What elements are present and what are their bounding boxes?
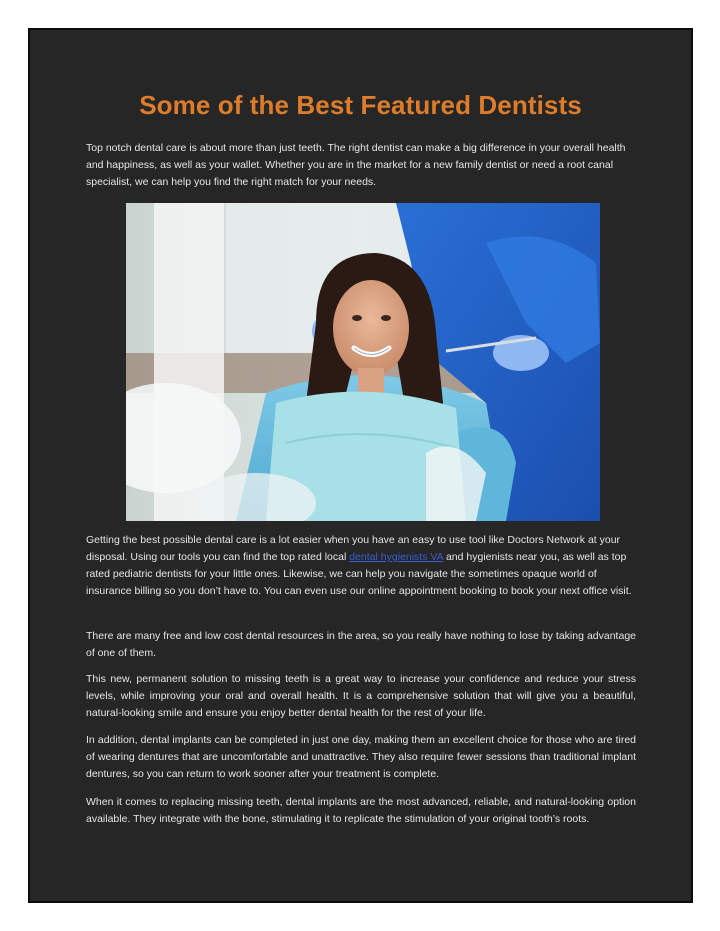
patient-face xyxy=(333,280,409,376)
tools-text-after: and hygienists near you, as well as top rated pediatric dentists for your little ones. Likewise, we can help you navigate the sometimes opaque world of insurance billing so you don’t have to. You can even use our online appointment booking to book your next office visit. xyxy=(86,551,632,597)
intro-paragraph: Top notch dental care is about more than just teeth. The right dentist can make a big difference in your overall health and happiness, as well as your wallet. Whether you are in the market for a new family dentist or need a root canal specialist, we can help you find the right match for your needs. xyxy=(86,142,626,188)
dentist-patient-photo xyxy=(126,203,600,521)
resources-paragraph: There are many free and low cost dental resources in the area, so you really have nothing to lose by taking advantage of one of them. xyxy=(86,630,636,659)
page-title: Some of the Best Featured Dentists xyxy=(139,90,582,120)
replacing-teeth-paragraph: When it comes to replacing missing teeth, dental implants are the most advanced, reliable, and natural-looking option available. They integrate with the bone, stimulating it to replicate the stimulation of your original tooth’s roots. xyxy=(86,796,636,825)
permanent-solution-paragraph: This new, permanent solution to missing teeth is a great way to increase your confidence and reduce your stress levels, while improving your oral and overall health. It is a comprehensive solution that will give you a beautiful, natural-looking smile and ensure you enjoy better dental health for the rest of your life. xyxy=(86,673,636,719)
implants-paragraph: In addition, dental implants can be completed in just one day, making them an excellent choice for those who are tired of wearing dentures that are uncomfortable and unattractive. They also require fewer sessions than traditional implant dentures, so you can return to work sooner after your treatment is complete. xyxy=(86,734,636,780)
dental-hygienists-link[interactable]: dental hygienists VA xyxy=(349,551,444,563)
document-page xyxy=(28,28,693,903)
tools-paragraph xyxy=(86,532,636,600)
tools-text-before: Getting the best possible dental care is a lot easier when you have an easy to use tool like Doctors Network at your disposal. Using our tools you can find the top rated local xyxy=(86,534,621,563)
